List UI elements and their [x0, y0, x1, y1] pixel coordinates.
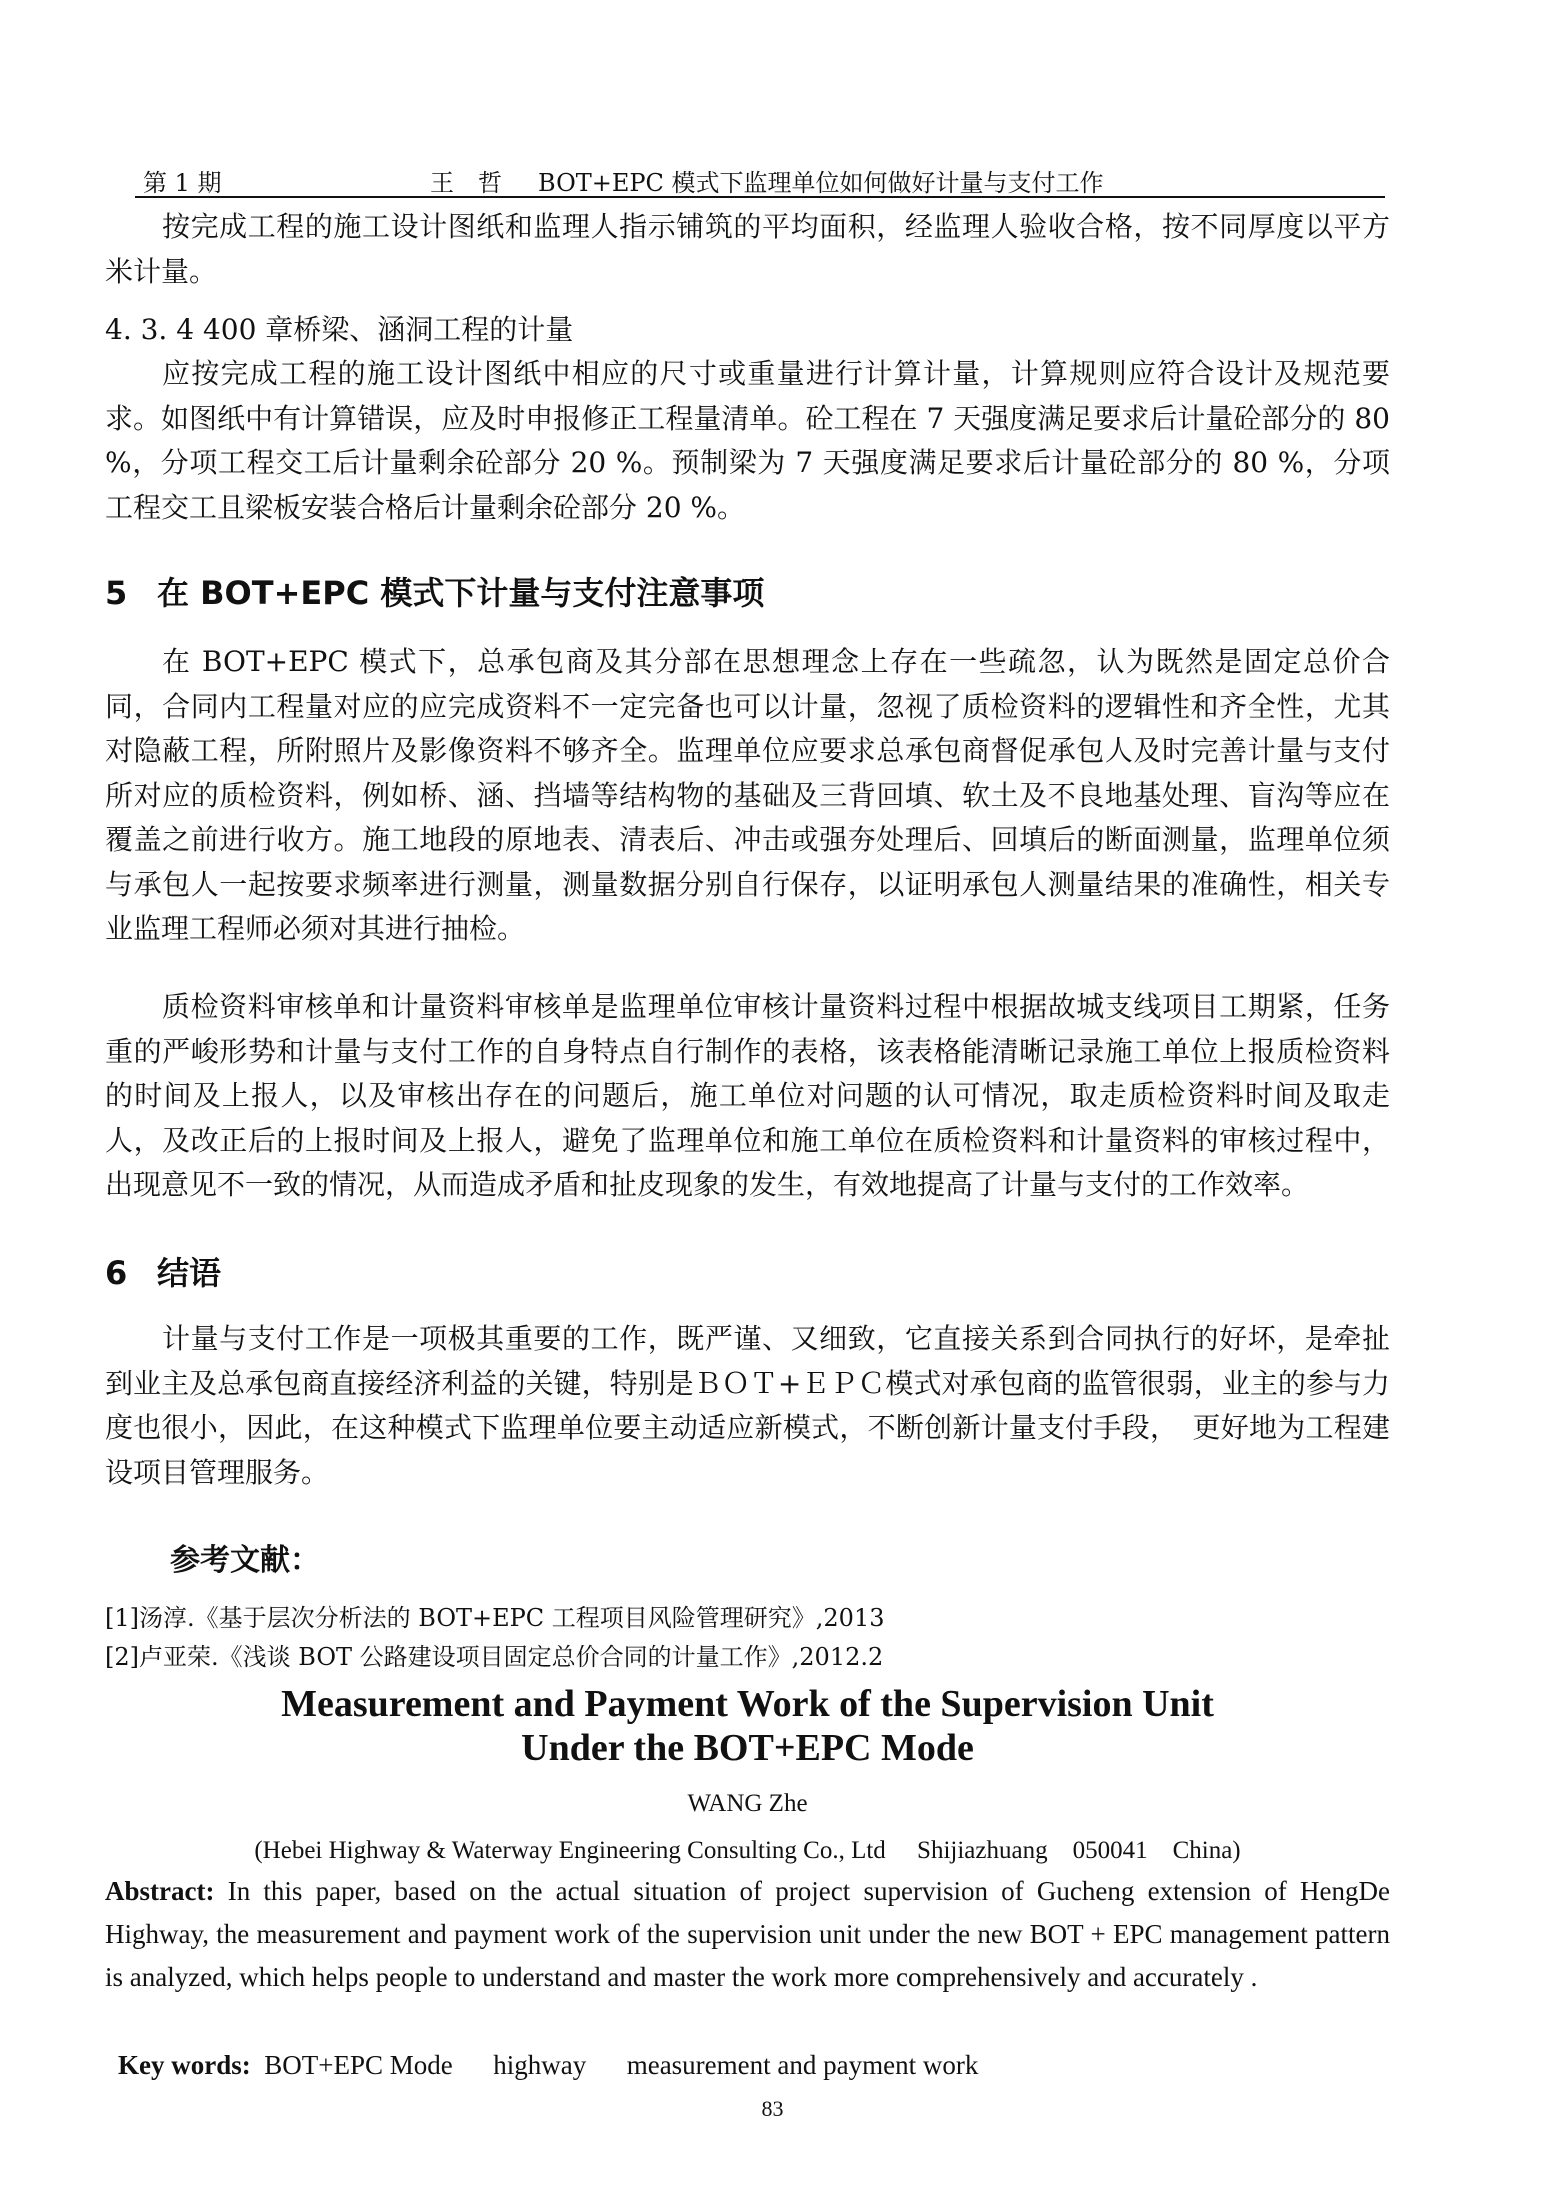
- section-6-paragraph: 计量与支付工作是一项极其重要的工作，既严谨、又细致，它直接关系到合同执行的好坏，是牵扯到业主及总承包商直接经济利益的关键，特别是ＢＯＴ+ＥＰＣ模式对承包商的监管很弱，业主的参与力度也很小，因此，在这种模式下监理单位要主动适应新模式，不断创新计量支付手段， 更好地为工程建设项目管理服务。: [105, 1322, 1390, 1489]
- english-affiliation: (Hebei Highway & Waterway Engineering Consulting Co., Ltd Shijiazhuang 050041 China): [254, 1837, 1241, 1864]
- section-6-number: 6: [105, 1254, 128, 1292]
- header-rule: [135, 196, 1385, 198]
- english-keywords: [118, 2050, 978, 2081]
- references-heading: 参考文献：: [170, 1543, 320, 1578]
- page-number: 83: [761, 2096, 784, 2121]
- english-title-line-1: Measurement and Payment Work of the Supervision Unit: [281, 1683, 1214, 1725]
- english-abstract: [105, 1870, 1390, 1999]
- section-5-paragraph-1: 在 BOT+EPC 模式下，总承包商及其分部在思想理念上存在一些疏忽，认为既然是固定总价合同，合同内工程量对应的应完成资料不一定完备也可以计量，忽视了质检资料的逻辑性和齐全性，尤其对隐蔽工程，所附照片及影像资料不够齐全。监理单位应要求总承包商督促承包人及时完善计量与支付所对应的质检资料，例如桥、涵、挡墙等结构物的基础及三背回填、软土及不良地基处理、盲沟等应在覆盖之前进行收方。施工地段的原地表、清表后、冲击或强夯处理后、回填后的断面测量，监理单位须与承包人一起按要求频率进行测量，测量数据分别自行保存，以证明承包人测量结果的准确性，相关专业监理工程师必须对其进行抽检。: [105, 645, 1390, 945]
- section-6-heading: [105, 1248, 221, 1294]
- keywords-text: BOT+EPC Mode highway measurement and payment work: [250, 2050, 979, 2080]
- subsection-heading: 4. 3. 4 400 章桥梁、涵洞工程的计量: [105, 313, 574, 346]
- header-author: 王 哲: [430, 169, 502, 197]
- section-5-title: 在 BOT+EPC 模式下计量与支付注意事项: [157, 574, 765, 612]
- english-author: WANG Zhe: [687, 1790, 808, 1817]
- abstract-label: Abstract:: [105, 1876, 215, 1906]
- section-5-heading: [105, 568, 764, 614]
- header-issue: 第 1 期: [143, 169, 222, 197]
- paragraph-intro: 按完成工程的施工设计图纸和监理人指示铺筑的平均面积，经监理人验收合格，按不同厚度以平方米计量。: [105, 210, 1390, 288]
- reference-item: [2]卢亚荣.《浅谈 BOT 公路建设项目固定总价合同的计量工作》,2012.2: [105, 1643, 884, 1671]
- keywords-label: Key words:: [118, 2050, 251, 2080]
- english-title-line-2: Under the BOT+EPC Mode: [521, 1727, 974, 1769]
- reference-item: [1]汤淳.《基于层次分析法的 BOT+EPC 工程项目风险管理研究》,2013: [105, 1604, 885, 1632]
- section-6-title: 结语: [157, 1254, 222, 1292]
- section-5-paragraph-2: 质检资料审核单和计量资料审核单是监理单位审核计量资料过程中根据故城支线项目工期紧，任务重的严峻形势和计量与支付工作的自身特点自行制作的表格，该表格能清晰记录施工单位上报质检资料的时间及上报人，以及审核出存在的问题后，施工单位对问题的认可情况，取走质检资料时间及取走人，及改正后的上报时间及上报人，避免了监理单位和施工单位在质检资料和计量资料的审核过程中，出现意见不一致的情况，从而造成矛盾和扯皮现象的发生，有效地提高了计量与支付的工作效率。: [105, 990, 1390, 1201]
- english-title: [105, 1682, 1390, 1770]
- header-title: BOT+EPC 模式下监理单位如何做好计量与支付工作: [538, 169, 1104, 197]
- abstract-text: In this paper, based on the actual situation of project supervision of Gucheng extension of HengDe Highway, the measurement and payment work of the supervision unit under the new BOT + EPC management pattern is analyzed, which helps people to understand and master the work more comprehensively and accurately .: [105, 1876, 1390, 1992]
- section-5-number: 5: [105, 574, 128, 612]
- paragraph-bridge: 应按完成工程的施工设计图纸中相应的尺寸或重量进行计算计量，计算规则应符合设计及规范要求。如图纸中有计算错误，应及时申报修正工程量清单。砼工程在 7 天强度满足要求后计量砼部分的 80 %，分项工程交工后计量剩余砼部分 20 %。预制梁为 7 天强度满足要求后计量砼部分的 80 %，分项工程交工且梁板安装合格后计量剩余砼部分 20 %。: [105, 357, 1390, 524]
